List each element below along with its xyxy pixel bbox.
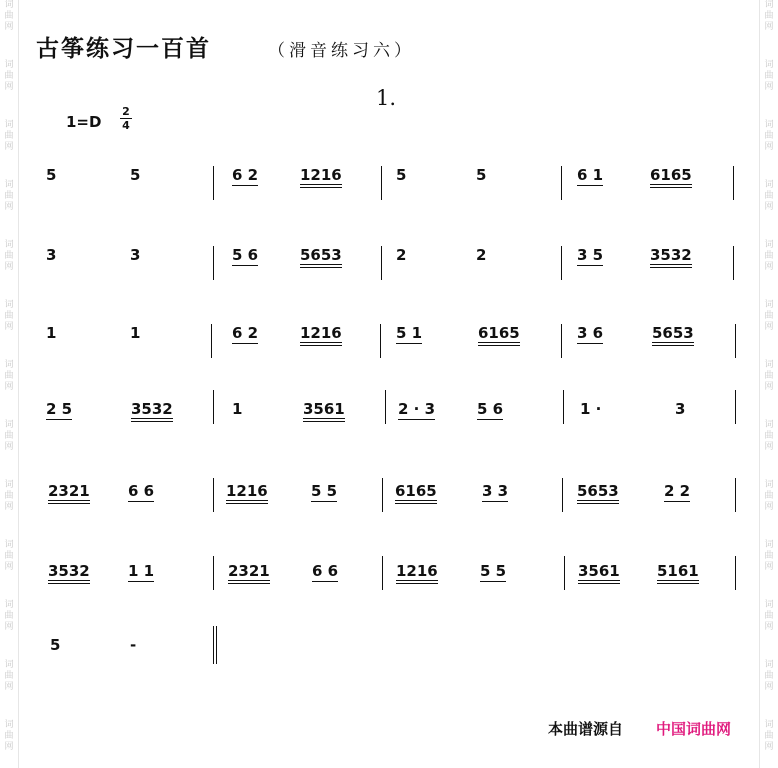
- watermark-char: 曲: [4, 371, 14, 381]
- note-group: 6 2: [232, 166, 259, 184]
- score-row-4: [0, 400, 778, 440]
- note-group: 5 5: [311, 482, 338, 500]
- watermark-char: 词: [4, 480, 14, 490]
- watermark-char: 词: [4, 60, 14, 70]
- watermark-char: 曲: [764, 491, 774, 501]
- watermark-char: 曲: [764, 371, 774, 381]
- note-group: 1: [46, 324, 57, 342]
- barline: [213, 478, 214, 512]
- watermark-char: 曲: [4, 671, 14, 681]
- barline: [561, 324, 562, 358]
- watermark-char: 词: [4, 540, 14, 550]
- barline: [564, 556, 565, 590]
- barline: [562, 478, 563, 512]
- note-group: 5: [130, 166, 141, 184]
- barline: [380, 324, 381, 358]
- note-group: 3: [675, 400, 686, 418]
- watermark-char: 网: [764, 502, 774, 512]
- score-row-3: [0, 324, 778, 364]
- barline: [561, 246, 562, 280]
- watermark-gap: [760, 33, 778, 60]
- watermark-char: 网: [764, 22, 774, 32]
- note-group: 3532: [650, 246, 692, 268]
- note-group: 6165: [478, 324, 520, 346]
- note-group: 5653: [577, 482, 619, 504]
- note-group: 3: [130, 246, 141, 264]
- watermark-char: 词: [4, 300, 14, 310]
- watermark-char: 曲: [764, 671, 774, 681]
- watermark-char: 网: [4, 622, 14, 632]
- watermark-char: 网: [4, 682, 14, 692]
- note-group: 1 ·: [580, 400, 602, 418]
- score-row-2: [0, 246, 778, 286]
- note-group: 5: [50, 636, 61, 654]
- watermark-char: 曲: [764, 731, 774, 741]
- note-group: 1216: [396, 562, 438, 584]
- watermark-char: 网: [764, 442, 774, 452]
- watermark-char: 网: [764, 382, 774, 392]
- footer-site-link[interactable]: 中国词曲网: [656, 720, 732, 738]
- score-row-5: [0, 482, 778, 522]
- note-group: 2: [476, 246, 487, 264]
- note-group: 3561: [578, 562, 620, 584]
- note-group: 5653: [652, 324, 694, 346]
- watermark-char: 网: [4, 382, 14, 392]
- watermark-char: 网: [764, 262, 774, 272]
- watermark-char: 词: [764, 60, 774, 70]
- note-group: 5 6: [477, 400, 504, 418]
- note-group: 6 1: [577, 166, 604, 184]
- watermark-gap: [0, 33, 18, 60]
- note-group: 5: [46, 166, 57, 184]
- watermark-char: 网: [4, 562, 14, 572]
- watermark-char: 网: [764, 202, 774, 212]
- watermark-char: 词: [4, 360, 14, 370]
- note-group: 3532: [48, 562, 90, 584]
- watermark-char: 词: [764, 540, 774, 550]
- watermark-gap: [760, 213, 778, 240]
- watermark-char: 网: [764, 82, 774, 92]
- watermark-char: 曲: [4, 131, 14, 141]
- watermark-char: 曲: [764, 131, 774, 141]
- watermark-char: 词: [764, 0, 774, 10]
- watermark-char: 词: [4, 720, 14, 730]
- note-group: 5653: [300, 246, 342, 268]
- watermark-char: 词: [4, 180, 14, 190]
- note-group: 2321: [48, 482, 90, 504]
- barline: [561, 166, 562, 200]
- time-signature: [120, 106, 132, 131]
- watermark-gap: [0, 453, 18, 480]
- watermark-char: 网: [4, 322, 14, 332]
- watermark-char: 曲: [4, 71, 14, 81]
- watermark-char: 曲: [764, 551, 774, 561]
- watermark-char: 网: [4, 442, 14, 452]
- note-group: 3 6: [577, 324, 604, 342]
- watermark-char: 词: [764, 240, 774, 250]
- watermark-char: 曲: [764, 431, 774, 441]
- final-barline: [213, 626, 217, 664]
- barline: [382, 478, 383, 512]
- watermark-char: 词: [764, 360, 774, 370]
- watermark-char: 词: [764, 420, 774, 430]
- watermark-char: 网: [4, 502, 14, 512]
- note-group: 1 1: [128, 562, 155, 580]
- barline: [213, 246, 214, 280]
- watermark-char: 网: [764, 622, 774, 632]
- section-number: 1.: [376, 86, 397, 110]
- note-group: 5 5: [480, 562, 507, 580]
- note-group: 2: [396, 246, 407, 264]
- watermark-char: 词: [4, 420, 14, 430]
- watermark-char: 曲: [764, 251, 774, 261]
- note-group: 6 2: [232, 324, 259, 342]
- time-signature-top: 2: [122, 105, 130, 118]
- barline: [381, 166, 382, 200]
- score-subtitle: （滑音练习六）: [268, 41, 415, 61]
- note-group: 1: [232, 400, 243, 418]
- barline: [213, 390, 214, 424]
- barline: [735, 478, 736, 512]
- barline: [211, 324, 212, 358]
- barline: [213, 166, 214, 200]
- note-group: 5 1: [396, 324, 423, 342]
- note-group: 5 6: [232, 246, 259, 264]
- watermark-gap: [760, 453, 778, 480]
- barline: [733, 246, 734, 280]
- watermark-char: 词: [4, 660, 14, 670]
- note-group: -: [130, 636, 137, 654]
- note-group: 5: [476, 166, 487, 184]
- watermark-char: 曲: [4, 731, 14, 741]
- note-group: 3: [46, 246, 57, 264]
- note-group: 2 · 3: [398, 400, 436, 418]
- watermark-gap: [760, 693, 778, 720]
- note-group: 1216: [226, 482, 268, 504]
- watermark-char: 词: [4, 0, 14, 10]
- watermark-char: 网: [764, 682, 774, 692]
- watermark-char: 曲: [764, 191, 774, 201]
- watermark-char: 曲: [764, 71, 774, 81]
- note-group: 5: [396, 166, 407, 184]
- watermark-char: 曲: [4, 491, 14, 501]
- watermark-char: 词: [4, 600, 14, 610]
- key-signature: 1=D: [66, 113, 102, 131]
- watermark-char: 词: [764, 480, 774, 490]
- score-row-1: [0, 166, 778, 206]
- watermark-char: 网: [4, 22, 14, 32]
- watermark-char: 网: [4, 262, 14, 272]
- watermark-gap: [0, 753, 18, 768]
- watermark-char: 网: [4, 82, 14, 92]
- watermark-char: 网: [4, 202, 14, 212]
- score-title: 古筝练习一百首: [36, 36, 211, 62]
- footer-source-label: 本曲谱源自: [548, 720, 624, 738]
- watermark-char: 网: [4, 742, 14, 752]
- barline: [213, 556, 214, 590]
- watermark-char: 曲: [764, 311, 774, 321]
- watermark-char: 曲: [764, 11, 774, 21]
- score-row-6: [0, 562, 778, 602]
- watermark-char: 曲: [764, 611, 774, 621]
- watermark-char: 网: [764, 322, 774, 332]
- watermark-char: 词: [764, 300, 774, 310]
- note-group: 2321: [228, 562, 270, 584]
- note-group: 6165: [650, 166, 692, 188]
- watermark-gap: [0, 693, 18, 720]
- watermark-gap: [0, 213, 18, 240]
- note-group: 3561: [303, 400, 345, 422]
- note-group: 3 5: [577, 246, 604, 264]
- watermark-char: 网: [4, 142, 14, 152]
- barline: [381, 246, 382, 280]
- watermark-char: 曲: [4, 431, 14, 441]
- note-group: 6 6: [312, 562, 339, 580]
- watermark-char: 曲: [4, 551, 14, 561]
- note-group: 1: [130, 324, 141, 342]
- time-signature-bottom: 4: [122, 119, 130, 132]
- barline: [382, 556, 383, 590]
- score-row-7: [0, 636, 778, 676]
- watermark-char: 词: [4, 240, 14, 250]
- watermark-char: 词: [764, 660, 774, 670]
- barline: [735, 556, 736, 590]
- watermark-char: 词: [764, 600, 774, 610]
- watermark-char: 曲: [4, 311, 14, 321]
- watermark-char: 词: [764, 720, 774, 730]
- note-group: 1216: [300, 324, 342, 346]
- watermark-gap: [0, 93, 18, 120]
- barline: [735, 390, 736, 424]
- note-group: 2 5: [46, 400, 73, 418]
- note-group: 2 2: [664, 482, 691, 500]
- watermark-char: 曲: [4, 191, 14, 201]
- watermark-char: 曲: [4, 11, 14, 21]
- watermark-char: 曲: [4, 251, 14, 261]
- barline: [733, 166, 734, 200]
- watermark-char: 词: [4, 120, 14, 130]
- watermark-gap: [760, 93, 778, 120]
- note-group: 3532: [131, 400, 173, 422]
- watermark-char: 网: [764, 142, 774, 152]
- note-group: 6 6: [128, 482, 155, 500]
- watermark-char: 词: [764, 180, 774, 190]
- barline: [563, 390, 564, 424]
- watermark-char: 词: [764, 120, 774, 130]
- barline: [385, 390, 386, 424]
- note-group: 1216: [300, 166, 342, 188]
- watermark-char: 网: [764, 742, 774, 752]
- barline: [735, 324, 736, 358]
- note-group: 6165: [395, 482, 437, 504]
- watermark-gap: [760, 753, 778, 768]
- note-group: 3 3: [482, 482, 509, 500]
- note-group: 5161: [657, 562, 699, 584]
- watermark-char: 网: [764, 562, 774, 572]
- watermark-char: 曲: [4, 611, 14, 621]
